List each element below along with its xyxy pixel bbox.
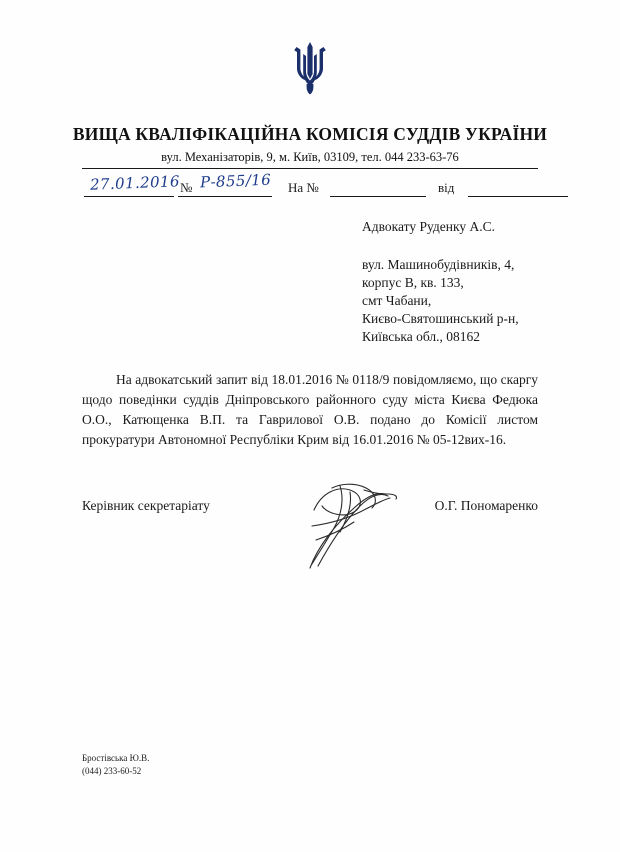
reference-number-value: Р-855/16 bbox=[199, 170, 272, 192]
reference-number-symbol: № bbox=[180, 180, 193, 195]
date-underline bbox=[468, 196, 568, 197]
reference-date-underline bbox=[84, 196, 174, 197]
addressee-line: вул. Машинобудівників, 4, bbox=[362, 257, 515, 272]
signatory-title: Керівник секретаріату bbox=[82, 498, 210, 513]
reference-line bbox=[82, 172, 538, 202]
organization-address: вул. Механізаторів, 9, м. Київ, 03109, тел. 044 233-63-76 bbox=[161, 150, 459, 164]
addressee-line: Києво-Святошинський р-н, bbox=[362, 311, 519, 326]
letter-body: На адвокатський запит від 18.01.2016 № 0118/9 повідомляємо, що скаргу щодо поведінки суддів Дніпровського районного суду міста Києва Федюка О.О., Катющенка В.П. та Гаврилової О.В. подано до Комісії листом прокуратури Автономної Республіки Крим від 16.01.2016 № 05-12вих-16. bbox=[82, 372, 538, 447]
reference-number-underline bbox=[178, 196, 272, 197]
signature-row bbox=[82, 498, 538, 520]
addressee-name: Адвокату Руденку А.С. bbox=[362, 219, 495, 234]
executor-name: Бростівська Ю.В. bbox=[82, 753, 150, 763]
ukraine-trident-emblem-icon bbox=[291, 40, 329, 96]
addressee-block bbox=[362, 218, 592, 346]
executor-phone: (044) 233-60-52 bbox=[82, 766, 142, 776]
signatory-name: О.Г. Пономаренко bbox=[434, 498, 538, 513]
addressee-line: Київська обл., 08162 bbox=[362, 329, 481, 344]
date-label: від bbox=[438, 180, 455, 195]
reply-to-label: На № bbox=[288, 180, 319, 195]
addressee-line: корпус В, кв. 133, bbox=[362, 275, 464, 290]
addressee-line: смт Чабани, bbox=[362, 293, 432, 308]
emblem-container bbox=[0, 40, 620, 96]
reference-date-value: 27.01.2016 bbox=[89, 172, 181, 194]
handwritten-signature-icon bbox=[292, 480, 412, 575]
organization-title: ВИЩА КВАЛІФІКАЦІЙНА КОМІСІЯ СУДДІВ УКРАЇНИ bbox=[72, 124, 548, 144]
reply-to-underline bbox=[330, 196, 426, 197]
header-divider bbox=[82, 168, 538, 169]
footer-executor-block bbox=[82, 752, 149, 778]
